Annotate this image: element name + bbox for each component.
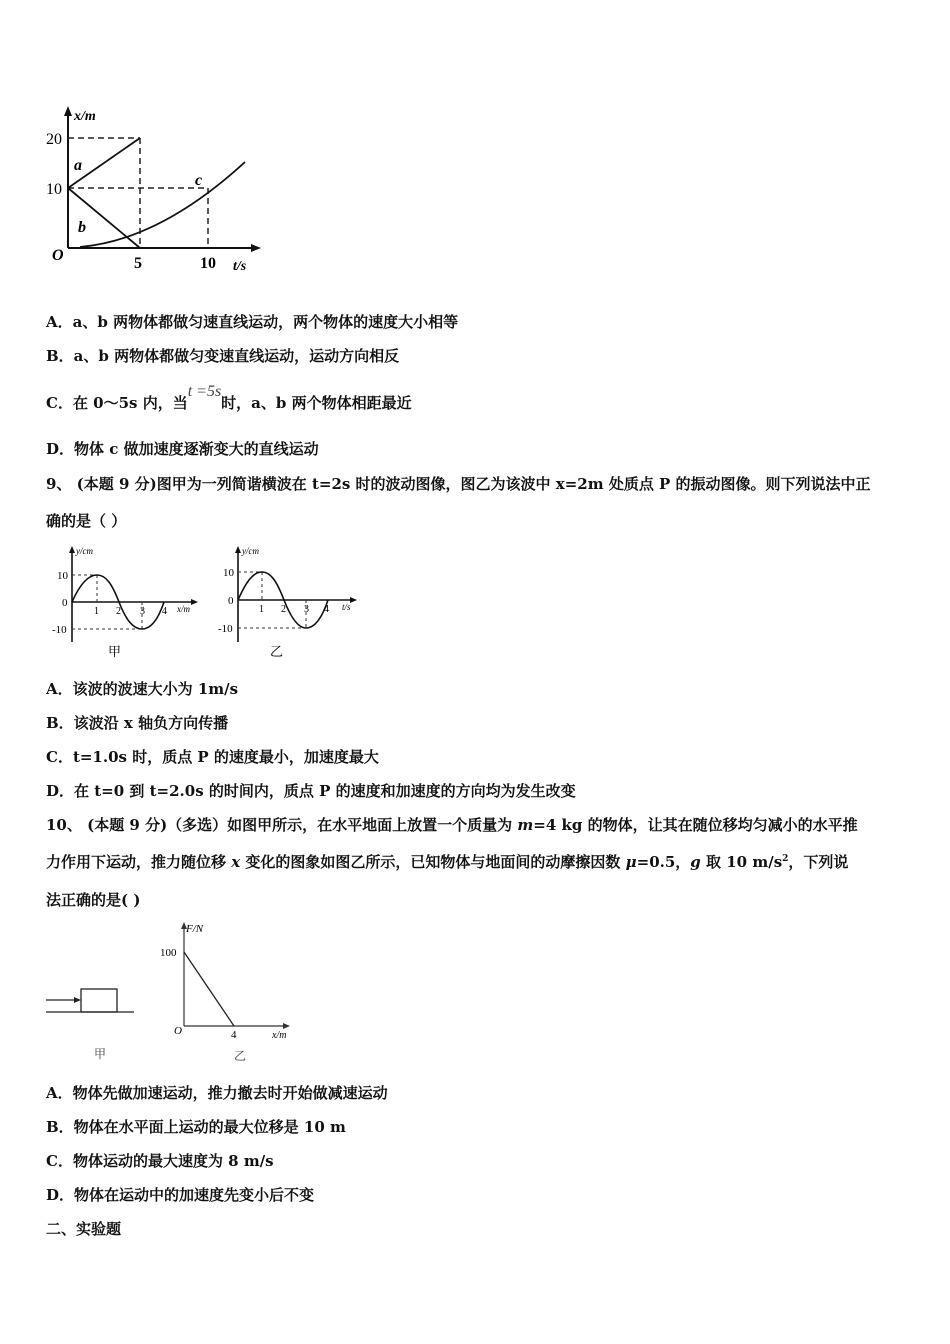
x-tick-3: 3 [304, 604, 309, 615]
x-tick-4: 4 [324, 604, 329, 615]
x-axis-label: t/s [342, 602, 351, 612]
force-line [184, 952, 234, 1026]
q8-option-b: B．a、b 两物体都做匀变速直线运动，运动方向相反 [46, 347, 400, 365]
q10-force-graph-yi [158, 916, 298, 1066]
figure-caption: 甲 [94, 1047, 107, 1061]
q9-option-d: D．在 t=0 到 t=2.0s 的时间内，质点 P 的速度和加速度的方向均为发生改变 [46, 782, 576, 800]
curve-c [80, 162, 245, 247]
q10-exponent: 2 [782, 854, 789, 864]
y-tick-10: 10 [223, 567, 234, 579]
x-axis-label: x/m [272, 1030, 287, 1041]
figure-caption: 乙 [234, 1049, 247, 1063]
q10-block-diagram-jia [44, 980, 144, 1065]
q9-stem-line2: 确的是（ ） [46, 512, 127, 530]
x-tick-1: 1 [94, 606, 99, 617]
curve-label-c: c [195, 172, 203, 189]
q10-stem-line3: 法正确的是( ) [46, 891, 141, 909]
q10-l1-b: =4 kg 的物体，让其在随位移均匀减小的水平推 [533, 816, 858, 834]
y-tick-0: 0 [62, 597, 68, 609]
q10-option-a: A．物体先做加速运动，推力撤去时开始做减速运动 [46, 1084, 388, 1102]
x-tick-10: 10 [200, 255, 216, 272]
q9-vibration-graph-yi [212, 542, 372, 662]
q10-stem-line2 [46, 851, 848, 872]
block [81, 989, 117, 1012]
y-tick-100: 100 [160, 947, 177, 959]
q9-wave-graph-jia [44, 542, 204, 662]
y-tick-minus-10: -10 [52, 624, 67, 636]
q8-option-c-post: 时，a、b 两个物体相距最近 [221, 394, 412, 412]
q8-option-d: D．物体 c 做加速度逐渐变大的直线运动 [46, 440, 319, 458]
q9-option-b: B．该波沿 x 轴负方向传播 [46, 714, 229, 732]
q10-l2-b: 变化的图象如图乙所示，已知物体与地面间的动摩擦因数 [240, 853, 626, 871]
y-tick-10: 10 [46, 181, 62, 198]
q10-mass-symbol: m [517, 816, 534, 834]
line-b [68, 188, 140, 248]
q8-option-a: A．a、b 两物体都做匀速直线运动，两个物体的速度大小相等 [46, 313, 459, 331]
q10-l2-a: 力作用下运动，推力随位移 [46, 853, 232, 871]
origin-label: O [52, 247, 64, 264]
y-tick-20: 20 [46, 131, 62, 148]
y-axis-label: F/N [186, 923, 204, 935]
x-axis-label: t/s [233, 259, 247, 274]
q8-option-c [46, 383, 412, 413]
q8-option-c-pre: C．在 0～5s 内，当 [46, 394, 188, 412]
x-tick-3: 3 [140, 606, 145, 617]
q10-l2-e: ，下列说 [788, 853, 849, 871]
y-tick-10: 10 [57, 570, 68, 582]
q10-stem-line1 [46, 814, 858, 835]
x-tick-1: 1 [259, 604, 264, 615]
q10-l2-d: 取 10 m/s [700, 853, 783, 871]
x-tick-2: 2 [281, 604, 286, 615]
q10-option-c: C．物体运动的最大速度为 8 m/s [46, 1152, 274, 1170]
x-tick-5: 5 [134, 255, 142, 272]
q10-option-b: B．物体在水平面上运动的最大位移是 10 m [46, 1118, 346, 1136]
q9-option-c: C．t=1.0s 时，质点 P 的速度最小，加速度最大 [46, 748, 379, 766]
x-tick-2: 2 [116, 606, 121, 617]
figure-caption: 乙 [270, 644, 284, 659]
x-axis-label: x/m [177, 604, 190, 614]
xt-graph [40, 100, 270, 280]
section-heading: 二、实验题 [46, 1220, 122, 1238]
y-axis-label: y/cm [242, 546, 259, 556]
origin-label: O [174, 1025, 182, 1037]
q10-option-d: D．物体在运动中的加速度先变小后不变 [46, 1186, 315, 1204]
q10-l2-c: =0.5， [636, 853, 691, 871]
y-axis-label: x/m [74, 109, 96, 124]
q9-option-a: A．该波的波速大小为 1m/s [46, 680, 239, 698]
q10-g-symbol: g [690, 853, 701, 871]
x-tick-4: 4 [231, 1029, 237, 1041]
y-axis-label: y/cm [76, 546, 93, 556]
q10-mu-symbol: μ [625, 853, 637, 871]
q10-l1-a: 10、 (本题 9 分)（多选）如图甲所示，在水平地面上放置一个质量为 [46, 816, 518, 834]
y-tick-0: 0 [228, 595, 234, 607]
q8-option-c-math: t =5s [187, 383, 222, 400]
q9-stem-line1: 9、 (本题 9 分)图甲为一列简谐横波在 t=2s 时的波动图像，图乙为该波中 x=2m 处质点 P 的振动图像。则下列说法中正 [46, 475, 871, 493]
curve-label-b: b [78, 219, 86, 236]
q10-x-symbol: x [231, 853, 241, 871]
x-tick-4: 4 [162, 606, 167, 617]
figure-caption: 甲 [108, 644, 122, 659]
curve-label-a: a [74, 157, 82, 174]
y-tick-minus-10: -10 [218, 623, 233, 635]
